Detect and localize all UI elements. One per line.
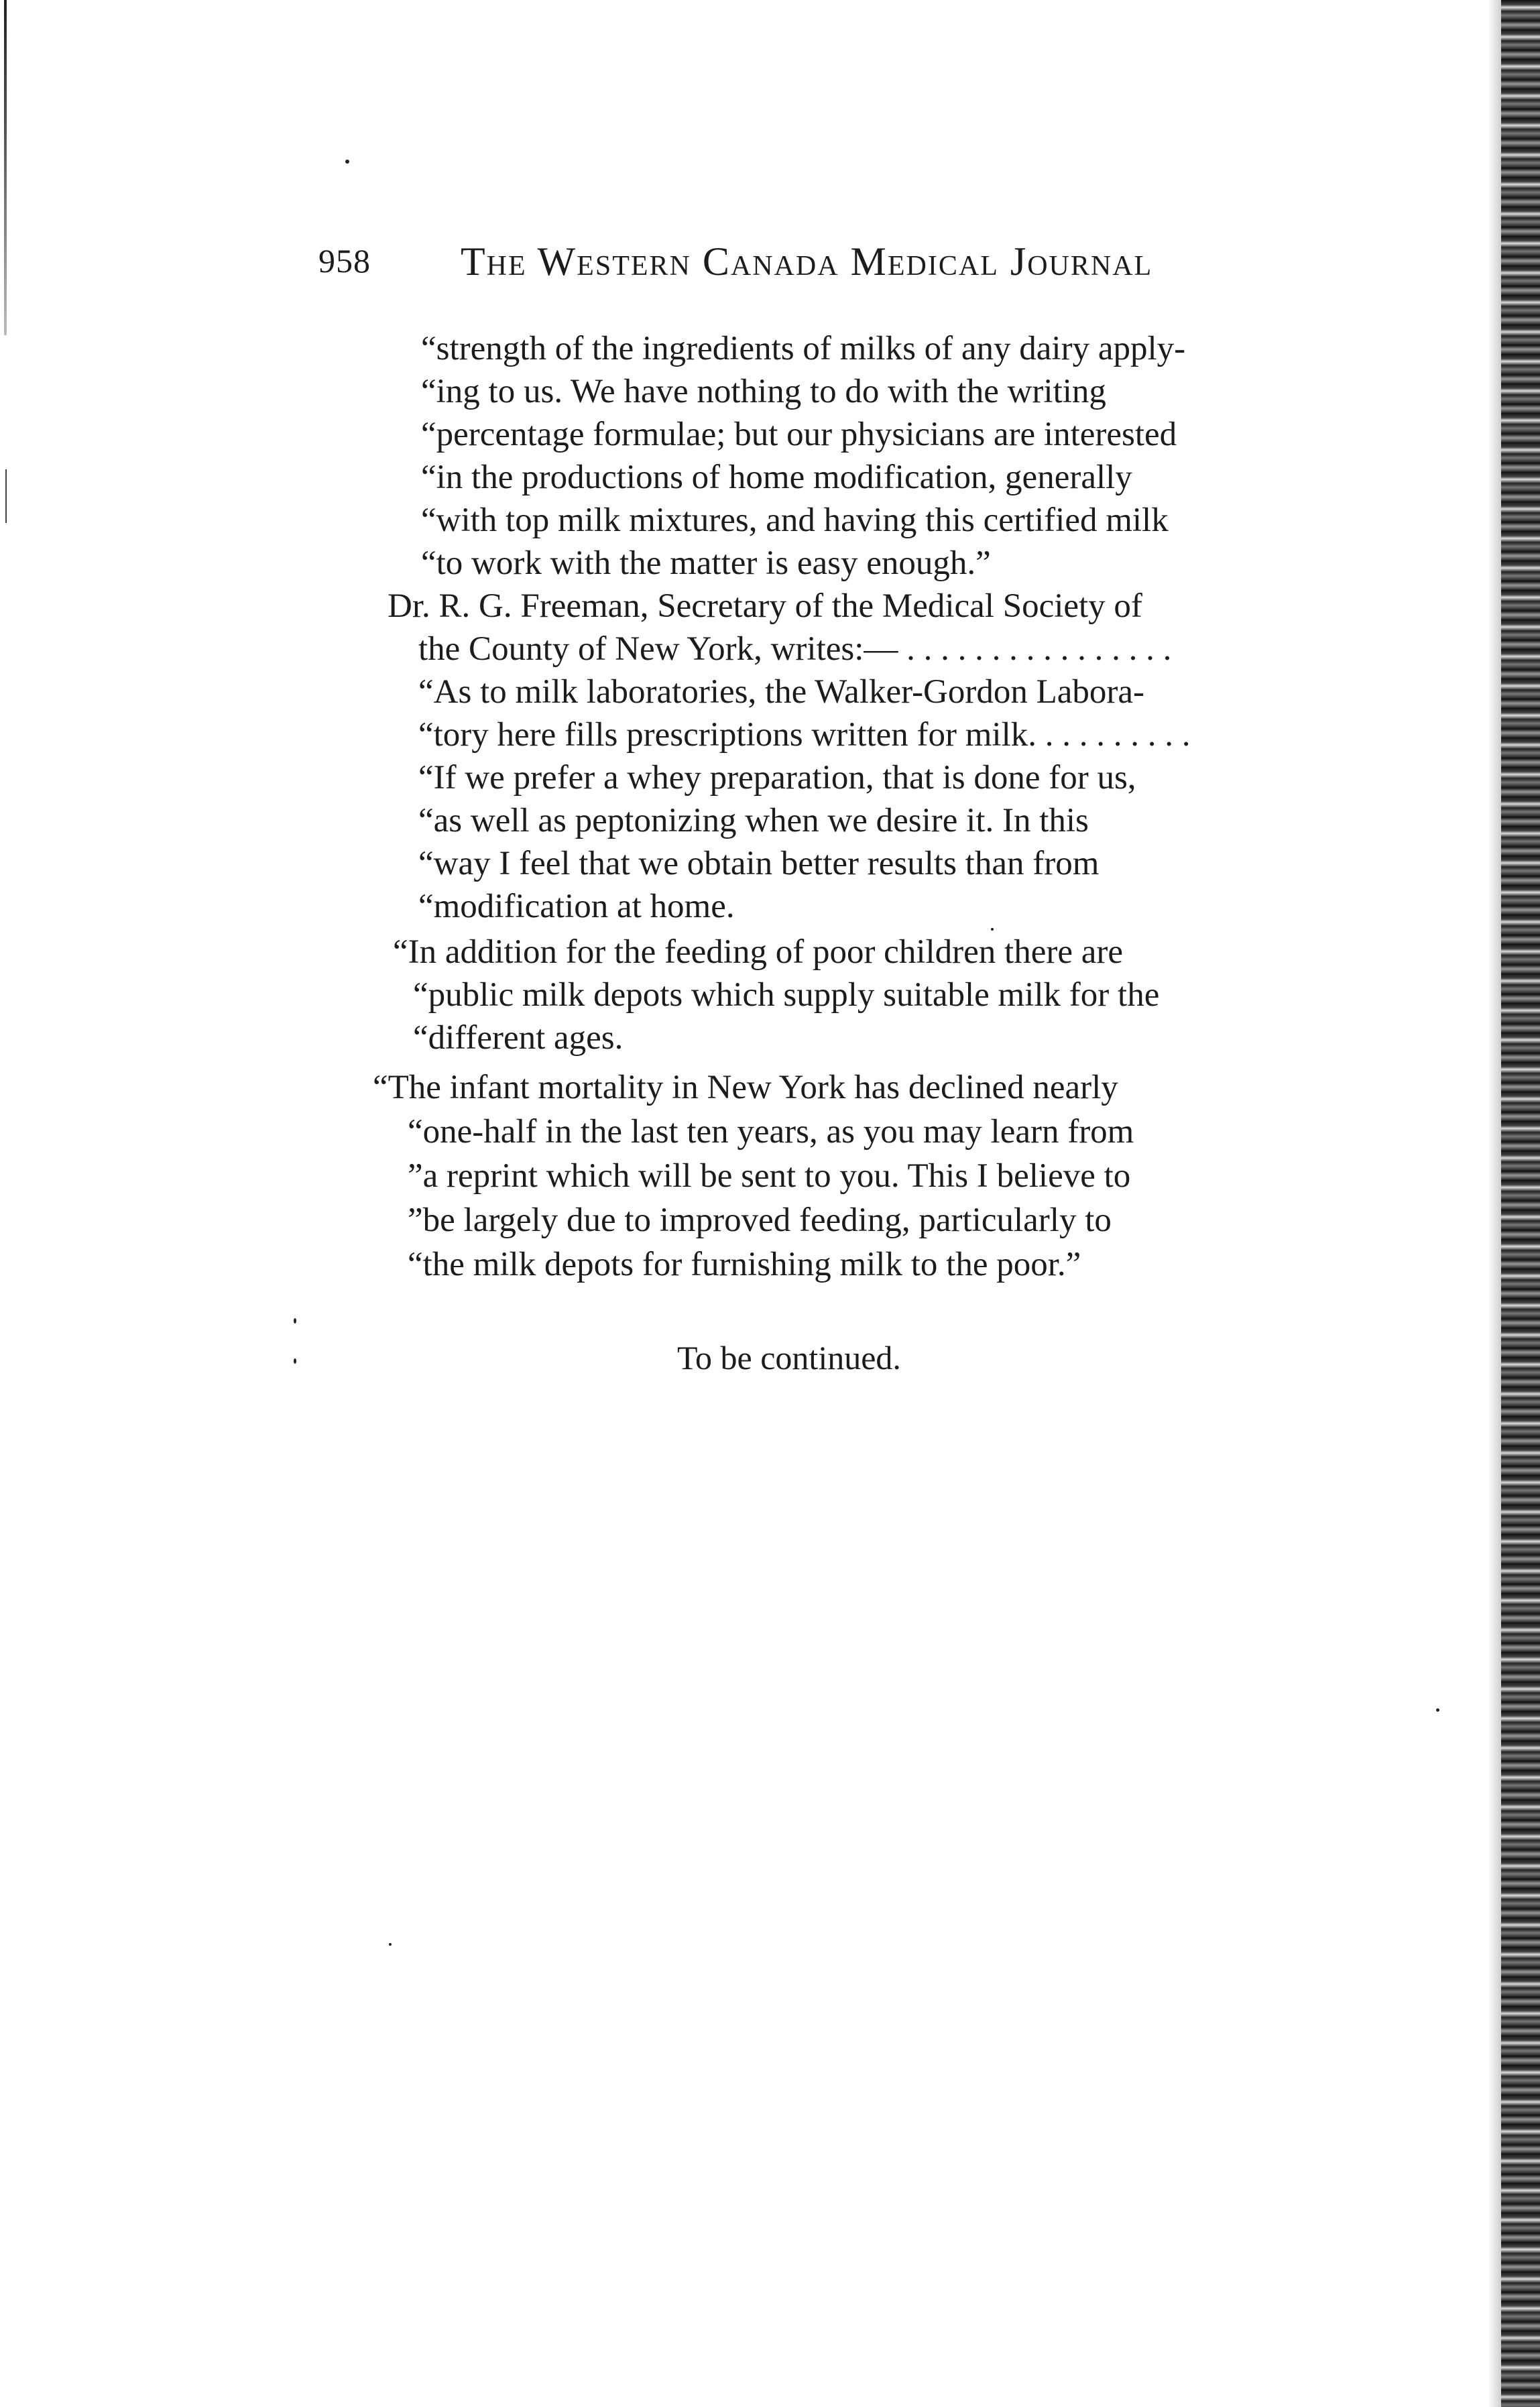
scan-left-edge (4, 0, 7, 335)
scan-speck (294, 1358, 296, 1364)
text-line: “If we prefer a whey preparation, that is done for us, (418, 759, 1136, 797)
text-line: ”a reprint which will be sent to you. This I believe to (408, 1157, 1131, 1195)
text-line: “tory here fills prescriptions written for milk. . . . . . . . . . (418, 716, 1191, 754)
text-line: ”be largely due to improved feeding, particularly to (408, 1201, 1112, 1239)
scan-speck (345, 160, 349, 164)
text-line: “different ages. (413, 1019, 624, 1057)
text-line: “with top milk mixtures, and having this certified milk (421, 502, 1169, 539)
running-header (318, 239, 1277, 292)
continued-note: To be continued. (677, 1339, 901, 1376)
scan-right-edge (1501, 0, 1540, 2407)
text-line: “one-half in the last ten years, as you may learn from (408, 1113, 1134, 1151)
scan-left-edge-mark (5, 469, 7, 523)
scan-speck (389, 1943, 392, 1946)
gutter-shadow (1488, 0, 1501, 2407)
text-line: “the milk depots for furnishing milk to the poor.” (408, 1246, 1081, 1283)
text-line: “way I feel that we obtain better results than from (418, 845, 1100, 882)
running-title: The Western Canada Medical Journal (461, 239, 1153, 284)
scan-speck (294, 1318, 296, 1324)
text-line: “ing to us. We have nothing to do with the writing (421, 373, 1106, 410)
text-line: “The infant mortality in New York has declined nearly (373, 1069, 1118, 1106)
page-number: 958 (318, 242, 371, 280)
text-line: “percentage formulae; but our physicians are interested (421, 416, 1177, 453)
text-line: “to work with the matter is easy enough.” (421, 544, 991, 582)
text-line: “In addition for the feeding of poor children there are (393, 933, 1123, 971)
text-line: “As to milk laboratories, the Walker-Gordon Labora- (418, 673, 1145, 711)
text-line: “public milk depots which supply suitable milk for the (413, 976, 1160, 1014)
text-line: “strength of the ingredients of milks of any dairy apply- (421, 330, 1186, 367)
text-line: the County of New York, writes:— . . . . . . . . . . . . . . . . (418, 630, 1172, 668)
text-line: “in the productions of home modification, generally (421, 459, 1132, 496)
text-line: “modification at home. (418, 888, 735, 925)
text-line: Dr. R. G. Freeman, Secretary of the Medical Society of (388, 587, 1142, 625)
text-line: “as well as peptonizing when we desire it. In this (418, 802, 1089, 839)
scan-speck (1436, 1708, 1439, 1712)
